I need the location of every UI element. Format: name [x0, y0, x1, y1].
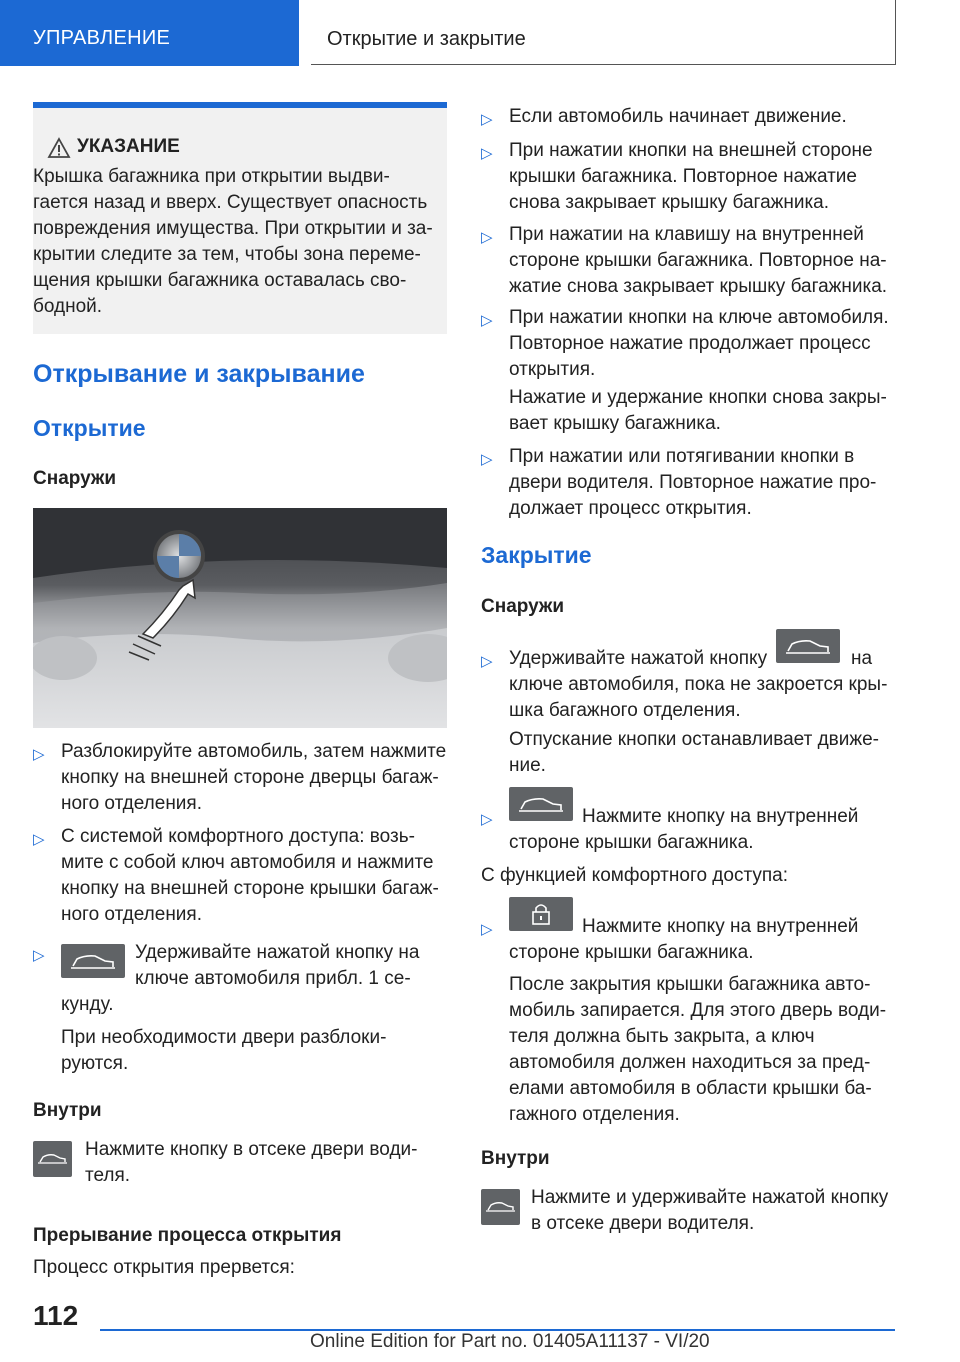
list-item — [509, 646, 767, 672]
text-line: двери водителя. Повторное нажатие про- — [509, 472, 877, 493]
text-line: крышки багажника. Повторное нажатие — [509, 166, 857, 187]
text-line: Повторное нажатие продолжает процесс — [509, 333, 871, 354]
text-line: кнопку на внешней стороне дверцы багаж- — [61, 767, 439, 788]
text-line: теля. — [85, 1165, 131, 1186]
text-line: елами автомобиля в области крышки ба- — [509, 1078, 872, 1099]
text-line: кунду. — [61, 994, 114, 1015]
triangle-right-icon: ▷ — [481, 312, 493, 329]
text-line: При необходимости двери разблоки- — [61, 1027, 387, 1048]
triangle-right-icon: ▷ — [481, 229, 493, 246]
text-line: теля должна быть закрыта, а ключ — [509, 1026, 815, 1047]
triangle-right-icon: ▷ — [481, 451, 493, 468]
text-line: ного отделения. — [61, 904, 202, 925]
text-line: на — [851, 648, 873, 669]
text-line: Процесс открытия прервется: — [33, 1257, 295, 1278]
list-item — [509, 138, 873, 216]
text-line: Нажмите кнопку на внутренней — [582, 806, 859, 827]
warning-line: Крышка багажника при открытии выдви- — [33, 166, 390, 187]
text-line: ключе автомобиля прибл. 1 се- — [135, 968, 411, 989]
triangle-right-icon: ▷ — [481, 111, 493, 128]
list-item — [509, 222, 887, 300]
triangle-right-icon: ▷ — [481, 921, 493, 938]
text-line: С функцией комфортного доступа: — [481, 865, 789, 886]
chapter-header — [311, 0, 896, 65]
heading-inside: Внутри — [33, 1100, 102, 1121]
text-end — [851, 646, 872, 672]
triangle-right-icon: ▷ — [481, 653, 493, 670]
text-line: Нажмите и удерживайте нажатой кнопку — [531, 1187, 889, 1208]
edition-text: Online Edition for Part no. 01405A11137 - VI/20 — [310, 1331, 710, 1352]
warning-title: УКАЗАНИЕ — [77, 136, 180, 157]
list-item — [61, 824, 439, 928]
text-line: Если автомобиль начинает движение. — [509, 106, 847, 127]
page-number: 112 — [33, 1300, 79, 1331]
lock-button — [509, 897, 573, 931]
text-line: стороне крышки багажника. — [509, 832, 754, 853]
list-item — [135, 940, 419, 992]
car-trunk-icon — [61, 944, 125, 978]
text-line: При нажатии на клавишу на внутренней — [509, 224, 864, 245]
text-line: При нажатии или потягивании кнопки в — [509, 446, 855, 467]
subsection-heading-open: Открытие — [33, 415, 146, 441]
car-trunk-button — [776, 629, 840, 663]
text-line: шка багажного отделения. — [509, 700, 741, 721]
list-item — [509, 305, 889, 383]
inside-text — [531, 1185, 888, 1237]
subsection-heading-close: Закрытие — [481, 542, 592, 568]
list-item — [509, 104, 847, 130]
warning-line: гается назад и вверх. Существует опасность — [33, 192, 428, 213]
text-line: Нажмите кнопку в отсеке двери води- — [85, 1139, 418, 1160]
text-line: С системой комфортного доступа: возь- — [61, 826, 415, 847]
trunk-photo — [33, 508, 447, 728]
note — [509, 972, 886, 1128]
text-line: ного отделения. — [61, 793, 202, 814]
text-line: Нажатие и удержание кнопки снова закры- — [509, 387, 887, 408]
triangle-right-icon: ▷ — [481, 811, 493, 828]
trunk-inner-button — [509, 787, 573, 821]
list-item — [582, 914, 858, 940]
driver-door-button — [33, 1141, 72, 1177]
warning-text — [33, 164, 447, 320]
car-trunk-icon — [481, 1189, 520, 1225]
list-item-cont — [61, 992, 113, 1018]
chapter-title: Открытие и закрытие — [327, 28, 526, 50]
text-line: ключе автомобиля, пока не закроется кры- — [509, 674, 888, 695]
text-line: стороне крышки багажника. Повторное на- — [509, 250, 887, 271]
heading-inside: Внутри — [481, 1148, 550, 1169]
list-item-cont — [509, 672, 887, 724]
warning-line: бодной. — [33, 296, 103, 317]
triangle-right-icon: ▷ — [33, 831, 45, 848]
car-trunk-icon — [776, 629, 840, 663]
car-trunk-icon — [509, 787, 573, 821]
comfort-access-text — [481, 863, 788, 889]
text-line: снова закрывает крышку багажника. — [509, 192, 830, 213]
text-line: должает процесс открытия. — [509, 498, 752, 519]
warning-line: крытии следите за тем, чтобы зона переме- — [33, 244, 421, 265]
text-line: автомобиля должен находиться за пред- — [509, 1052, 871, 1073]
note — [61, 1025, 386, 1077]
list-item — [582, 804, 858, 830]
text-line: Нажмите кнопку на внутренней — [582, 916, 859, 937]
driver-door-button — [481, 1189, 520, 1225]
inside-text — [85, 1137, 417, 1189]
heading-interrupt: Прерывание процесса открытия — [33, 1225, 342, 1246]
text-line: кнопку на внешней стороне крышки багаж- — [61, 878, 439, 899]
note — [509, 385, 887, 437]
list-item — [61, 739, 446, 817]
text-line: открытия. — [509, 359, 596, 380]
warning-box — [33, 102, 447, 334]
text-line: Удерживайте нажатой кнопку — [509, 648, 768, 669]
text-line: При нажатии кнопки на внешней стороне — [509, 140, 873, 161]
list-item-cont — [509, 940, 754, 966]
text-line: При нажатии кнопки на ключе автомобиля. — [509, 307, 889, 328]
section-title: УПРАВЛЕНИЕ — [33, 27, 171, 49]
list-item — [509, 444, 876, 522]
section-heading: Открывание и закрывание — [33, 360, 365, 388]
text-line: ние. — [509, 755, 546, 776]
text-line: Разблокируйте автомобиль, затем нажмите — [61, 741, 447, 762]
text-line: гажного отделения. — [509, 1104, 680, 1125]
text-line: жатие снова закрывает крышку багажника. — [509, 276, 888, 297]
heading-outside: Снаружи — [481, 596, 565, 617]
text-line: мобиль запирается. Для этого дверь води- — [509, 1000, 887, 1021]
text-line: вает крышку багажника. — [509, 413, 721, 434]
warning-line: щения крышки багажника оставалась сво- — [33, 270, 407, 291]
text-line: Удерживайте нажатой кнопку на — [135, 942, 420, 963]
text-line: в отсеке двери водителя. — [531, 1213, 755, 1234]
warning-triangle-icon — [47, 137, 71, 159]
heading-outside: Снаружи — [33, 468, 117, 489]
car-trunk-button — [61, 944, 125, 978]
lock-icon — [509, 897, 573, 931]
text-line: стороне крышки багажника. — [509, 942, 754, 963]
triangle-right-icon: ▷ — [481, 145, 493, 162]
car-trunk-icon — [33, 1141, 72, 1177]
list-item-cont — [509, 830, 754, 856]
note — [509, 727, 879, 779]
interrupt-text — [33, 1255, 295, 1281]
section-tab — [0, 0, 299, 66]
triangle-right-icon: ▷ — [33, 746, 45, 763]
triangle-right-icon: ▷ — [33, 947, 45, 964]
text-line: После закрытия крышки багажника авто- — [509, 974, 871, 995]
warning-line: повреждения имущества. При открытии и за- — [33, 218, 433, 239]
text-line: руются. — [61, 1053, 129, 1074]
text-line: Отпускание кнопки останавливает движе- — [509, 729, 879, 750]
text-line: мите с собой ключ автомобиля и нажмите — [61, 852, 434, 873]
